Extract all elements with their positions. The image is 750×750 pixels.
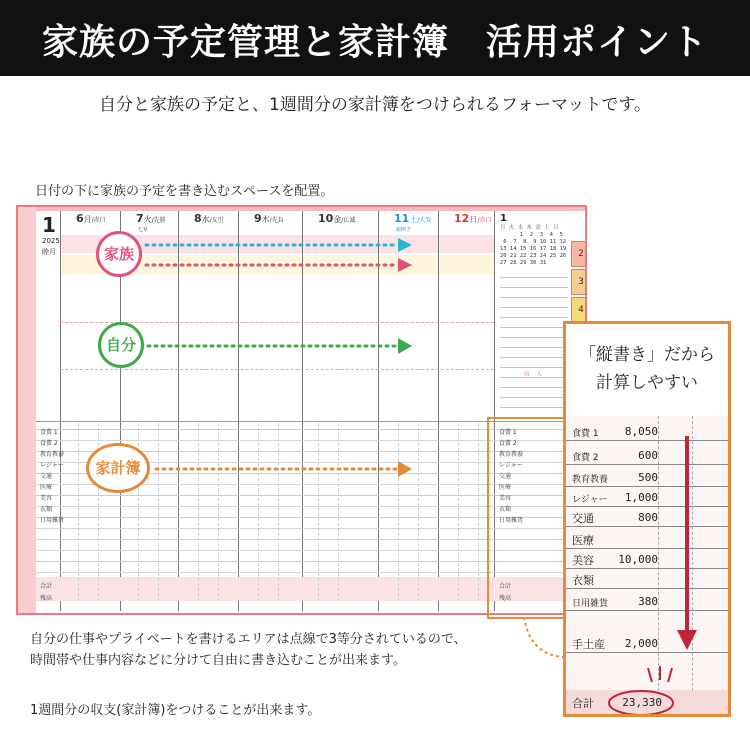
family-bubble: 家族 bbox=[96, 231, 142, 277]
day-number: 11 bbox=[394, 212, 410, 225]
mini-calendar-row: 6 7 8 9 10 11 12 bbox=[500, 239, 567, 245]
budget-category-label: 美容 bbox=[40, 495, 53, 502]
zoom-row-line bbox=[566, 548, 728, 549]
zoom-row-label: 日用雑貨 bbox=[572, 599, 609, 609]
zoom-total-value: 23,330 bbox=[622, 696, 662, 709]
note-self-area-2: 時間帯や仕事内容などに分けて自由に書き込むことが出来ます。 bbox=[30, 653, 406, 668]
zoom-row-label: 手土産 bbox=[572, 638, 605, 651]
day-rokuyo: /赤口 bbox=[477, 217, 492, 224]
day-number: 6 bbox=[76, 212, 84, 225]
month-tab-4[interactable]: 4 bbox=[571, 297, 587, 323]
day-number: 12 bbox=[454, 212, 470, 225]
day-weekday: 水 bbox=[201, 215, 210, 224]
mini-calendar-row: 1 2 3 4 5 bbox=[500, 232, 563, 238]
month-tab-3[interactable]: 3 bbox=[571, 269, 587, 295]
mini-calendar-month: 1 bbox=[500, 213, 507, 224]
right-budget-category-label: 医療 bbox=[499, 484, 512, 491]
family-arrow-head-2 bbox=[398, 258, 412, 272]
zoom-row-value: 600 bbox=[638, 449, 658, 462]
budget-category-label: 食費 2 bbox=[40, 440, 58, 447]
budget-category-label: 医療 bbox=[40, 484, 53, 491]
month-number: 1 bbox=[42, 213, 56, 237]
zoom-row-line bbox=[566, 506, 728, 507]
zoom-row-line bbox=[566, 526, 728, 527]
day-weekday: 木 bbox=[261, 215, 270, 224]
day-weekday: 火 bbox=[143, 215, 152, 224]
month-tab-2[interactable]: 2 bbox=[571, 241, 587, 267]
day-number: 8 bbox=[194, 212, 202, 225]
right-budget-category-label: 美容 bbox=[499, 495, 512, 502]
zoom-row-value: 500 bbox=[638, 471, 658, 484]
right-budget-category-label: 交通 bbox=[499, 473, 512, 480]
right-balance-label: 残高 bbox=[499, 595, 512, 602]
day-sub-note: 七草 bbox=[138, 227, 149, 233]
zoom-row-line bbox=[566, 440, 728, 441]
day-rokuyo: /赤口 bbox=[91, 217, 106, 224]
page-subtitle: 自分と家族の予定と、1週間分の家計簿をつけられるフォーマットです。 bbox=[99, 95, 651, 115]
zoom-row-line bbox=[566, 652, 728, 653]
note-family-space: 日付の下に家族の予定を書き込むスペースを配置。 bbox=[35, 184, 334, 199]
zoom-row-value: 1,000 bbox=[624, 491, 658, 504]
mini-calendar-row: 月 火 水 木 金 土 日 bbox=[500, 225, 559, 231]
zoom-row-value: 2,000 bbox=[624, 637, 658, 650]
day-rokuyo: /大安 bbox=[417, 217, 432, 224]
right-budget-category-label: 食費 2 bbox=[499, 440, 517, 447]
zoom-row-value: 10,000 bbox=[618, 553, 658, 566]
budget-balance-label: 残高 bbox=[40, 595, 53, 602]
zoom-title-line-2: 計算しやすい bbox=[596, 373, 698, 393]
year-label: 2025 bbox=[42, 237, 60, 245]
right-total-label: 合計 bbox=[499, 583, 512, 590]
self-bubble: 自分 bbox=[98, 322, 144, 368]
zoom-row-label: 美容 bbox=[572, 554, 594, 567]
zoom-row-label: レジャー bbox=[572, 495, 608, 505]
day-number: 7 bbox=[136, 212, 144, 225]
day-rokuyo: /友引 bbox=[209, 217, 224, 224]
budget-category-label: レジャー bbox=[40, 462, 64, 469]
day-rokuyo: /先勝 bbox=[151, 217, 166, 224]
budget-arrow-head bbox=[398, 461, 412, 477]
zoom-row-label: 医療 bbox=[572, 534, 594, 547]
zoom-row-label: 交通 bbox=[572, 512, 594, 525]
mini-calendar-row: 27 28 29 30 31 bbox=[500, 260, 547, 266]
day-number: 9 bbox=[254, 212, 262, 225]
zoom-row-value: 800 bbox=[638, 511, 658, 524]
income-label: 収 入 bbox=[524, 371, 543, 378]
month-name-label: 睦月 bbox=[42, 248, 56, 256]
day-rokuyo: /仏滅 bbox=[341, 217, 356, 224]
family-arrow-head-1 bbox=[398, 238, 412, 252]
right-budget-category-label: 教育教養 bbox=[499, 451, 524, 458]
zoom-row-value: 380 bbox=[638, 595, 658, 608]
zoom-row-label: 食費 1 bbox=[572, 429, 599, 439]
right-budget-category-label: 衣類 bbox=[499, 506, 512, 513]
day-sub-note: 鏡開き bbox=[396, 227, 412, 233]
zoom-row-line bbox=[566, 588, 728, 589]
day-weekday: 日 bbox=[469, 215, 478, 224]
zoom-total-label: 合計 bbox=[572, 697, 594, 710]
mini-calendar-row: 13 14 15 16 17 18 19 bbox=[500, 246, 567, 252]
total-circle bbox=[606, 684, 676, 717]
zoom-row-line bbox=[566, 486, 728, 487]
zoom-row-line bbox=[566, 568, 728, 569]
zoom-panel bbox=[563, 321, 731, 717]
mini-calendar-row: 20 21 22 23 24 25 26 bbox=[500, 253, 567, 259]
zoom-row-line bbox=[566, 610, 728, 611]
zoom-row-label: 衣類 bbox=[572, 574, 594, 587]
budget-category-label: 食費 1 bbox=[40, 429, 58, 436]
self-arrow-head bbox=[398, 338, 412, 354]
right-budget-category-label: レジャー bbox=[499, 462, 523, 469]
budget-category-label: 教育教養 bbox=[40, 451, 65, 458]
emphasis-marks bbox=[646, 664, 676, 686]
budget-category-label: 交通 bbox=[40, 473, 53, 480]
zoom-row-line bbox=[566, 464, 728, 465]
day-number: 10 bbox=[318, 212, 334, 225]
note-budget: 1週間分の収支(家計簿)をつけることが出来ます。 bbox=[30, 703, 321, 718]
day-rokuyo: /先負 bbox=[269, 217, 284, 224]
zoom-row-label: 食費 2 bbox=[572, 453, 599, 463]
day-weekday: 月 bbox=[83, 215, 92, 224]
day-weekday: 金 bbox=[333, 215, 342, 224]
zoom-row-label: 教育教養 bbox=[572, 475, 609, 485]
right-budget-category-label: 食費 1 bbox=[499, 429, 517, 436]
budget-highlight-frame bbox=[487, 417, 569, 619]
zoom-title-line-1: 「縦書き」だから bbox=[579, 345, 715, 365]
budget-category-label: 衣類 bbox=[40, 506, 53, 513]
day-weekday: 土 bbox=[409, 215, 418, 224]
right-budget-category-label: 日用雑貨 bbox=[499, 517, 524, 524]
downward-arrow bbox=[672, 434, 702, 656]
page-title: 家族の予定管理と家計簿 活用ポイント bbox=[41, 22, 708, 63]
budget-bubble: 家計簿 bbox=[86, 443, 150, 493]
budget-total-label: 合計 bbox=[40, 583, 53, 590]
note-self-area-1: 自分の仕事やプライベートを書けるエリアは点線で3等分されているので、 bbox=[30, 632, 467, 647]
zoom-row-value: 8,050 bbox=[624, 425, 658, 438]
budget-category-label: 日用雑貨 bbox=[40, 517, 65, 524]
